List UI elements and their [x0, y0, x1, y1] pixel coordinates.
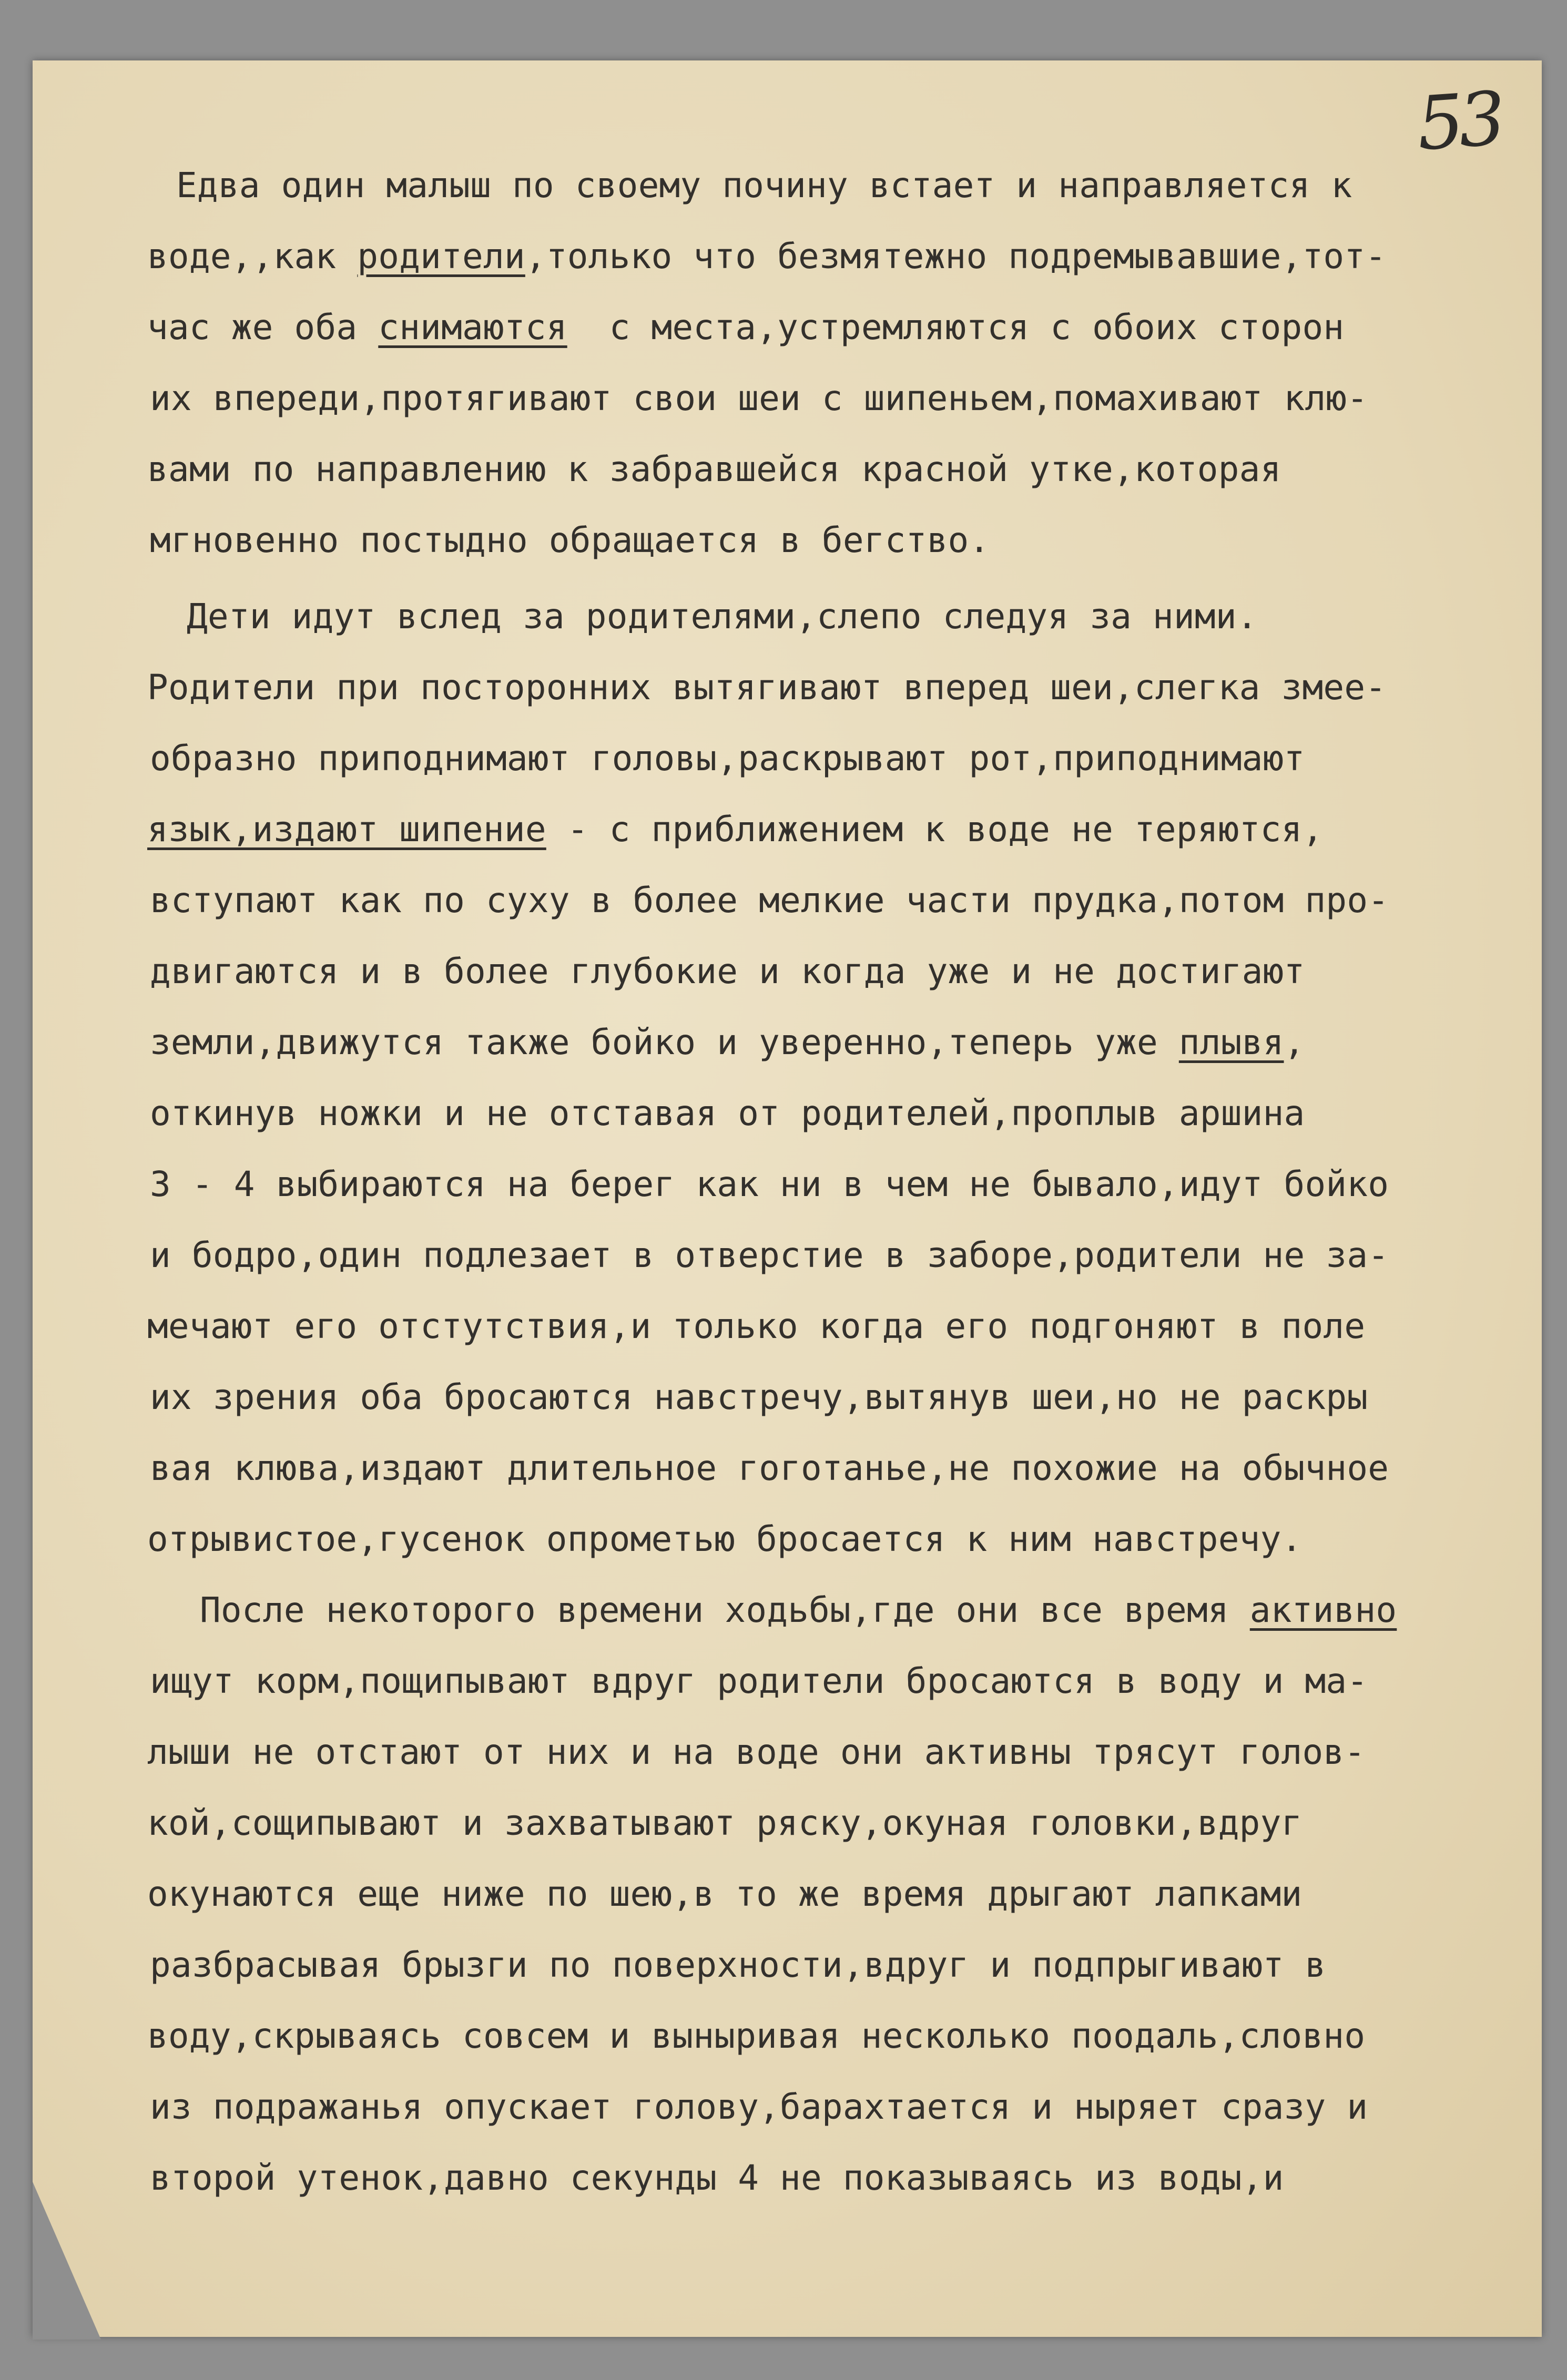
- text-line: [150, 2158, 1284, 2198]
- text-line: [187, 596, 1258, 637]
- text-segment: второй утенок,давно секунды 4 не показываясь из воды,и: [150, 2158, 1284, 2198]
- underlined-phrase: снимаются: [378, 307, 567, 348]
- text-line: [147, 809, 1324, 850]
- page-number: 53: [1414, 76, 1503, 168]
- underlined-phrase: плывя: [1178, 1022, 1284, 1063]
- text-line: [150, 2087, 1368, 2127]
- text-line: [147, 667, 1387, 708]
- text-line: [150, 951, 1305, 992]
- text-segment: воде,,как: [147, 236, 358, 277]
- text-segment: их зрения оба бросаются навстречу,вытянув шеи,но не раскры: [150, 1377, 1368, 1417]
- text-line: [147, 1732, 1366, 1772]
- text-line: [147, 1874, 1303, 1914]
- text-segment: ,: [1284, 1022, 1305, 1063]
- text-line: [150, 1093, 1305, 1133]
- text-line: [150, 1235, 1389, 1275]
- text-line: [150, 1661, 1368, 1701]
- text-segment: час же оба: [147, 307, 379, 348]
- text-segment: из подражанья опускает голову,барахтается и ныряет сразу и: [150, 2087, 1368, 2127]
- text-segment: воду,скрываясь совсем и выныривая несколько поодаль,словно: [147, 2016, 1366, 2056]
- text-line: [150, 520, 990, 560]
- text-line: [150, 378, 1368, 418]
- text-segment: откинув ножки и не отставая от родителей,проплыв аршина: [150, 1093, 1305, 1133]
- text-line: [150, 1377, 1368, 1417]
- text-segment: Едва один малыш по своему почину встает и направляется к: [176, 165, 1352, 206]
- text-segment: мгновенно постыдно обращается в бегство.: [150, 520, 990, 560]
- underlined-phrase: активно: [1249, 1590, 1397, 1630]
- text-segment: вая клюва,издают длительное гоготанье,не похожие на обычное: [150, 1448, 1389, 1488]
- text-segment: их впереди,протягивают свои шеи с шипеньем,помахивают клю-: [150, 378, 1368, 418]
- text-segment: - с приближением к воде не теряются,: [546, 809, 1324, 850]
- underlined-phrase: язык,издают шипение: [147, 809, 546, 850]
- text-segment: разбрасывая брызги по поверхности,вдруг и подпрыгивают в: [150, 1945, 1326, 1985]
- text-segment: мечают его отстутствия,и только когда его подгоняют в поле: [147, 1306, 1366, 1346]
- underlined-phrase: родители: [357, 236, 525, 277]
- text-line: [147, 1306, 1366, 1346]
- text-segment: вами по направлению к забравшейся красной утке,которая: [147, 449, 1281, 489]
- text-line: [150, 1448, 1389, 1488]
- text-line: [150, 1164, 1389, 1204]
- text-segment: и бодро,один подлезает в отверстие в заборе,родители не за-: [150, 1235, 1389, 1275]
- text-line: [150, 1945, 1326, 1985]
- text-segment: земли,движутся также бойко и уверенно,теперь уже: [150, 1022, 1179, 1063]
- text-line: [147, 2016, 1366, 2056]
- text-segment: с места,устремляются с обоих сторон: [567, 307, 1345, 348]
- text-segment: отрывистое,гусенок опрометью бросается к ним навстречу.: [147, 1519, 1303, 1559]
- text-segment: кой,сощипывают и захватывают ряску,окуная головки,вдруг: [147, 1803, 1303, 1843]
- text-segment: Дети идут вслед за родителями,слепо следуя за ними.: [187, 596, 1258, 637]
- text-line: [150, 1022, 1305, 1063]
- text-segment: двигаются и в более глубокие и когда уже и не достигают: [150, 951, 1305, 992]
- text-line: [200, 1590, 1397, 1630]
- text-line: [150, 738, 1305, 779]
- text-segment: Родители при посторонних вытягивают вперед шеи,слегка змее-: [147, 667, 1387, 708]
- torn-corner: [33, 2182, 101, 2340]
- text-segment: 3 - 4 выбираются на берег как ни в чем не бывало,идут бойко: [150, 1164, 1389, 1204]
- text-line: [147, 236, 1387, 277]
- text-line: [147, 307, 1345, 348]
- text-segment: После некоторого времени ходьбы,где они все время: [200, 1590, 1250, 1630]
- text-segment: лыши не отстают от них и на воде они активны трясут голов-: [147, 1732, 1366, 1772]
- text-line: [147, 1803, 1303, 1843]
- text-segment: окунаются еще ниже по шею,в то же время дрыгают лапками: [147, 1874, 1303, 1914]
- text-line: [147, 1519, 1303, 1559]
- text-line: [176, 165, 1352, 206]
- text-segment: ищут корм,пощипывают вдруг родители бросаются в воду и ма-: [150, 1661, 1368, 1701]
- text-segment: образно приподнимают головы,раскрывают рот,приподнимают: [150, 738, 1305, 779]
- text-segment: вступают как по суху в более мелкие части прудка,потом про-: [150, 880, 1389, 921]
- text-segment: ,только что безмятежно подремывавшие,тот-: [525, 236, 1387, 277]
- text-line: [147, 449, 1281, 489]
- text-line: [150, 880, 1389, 921]
